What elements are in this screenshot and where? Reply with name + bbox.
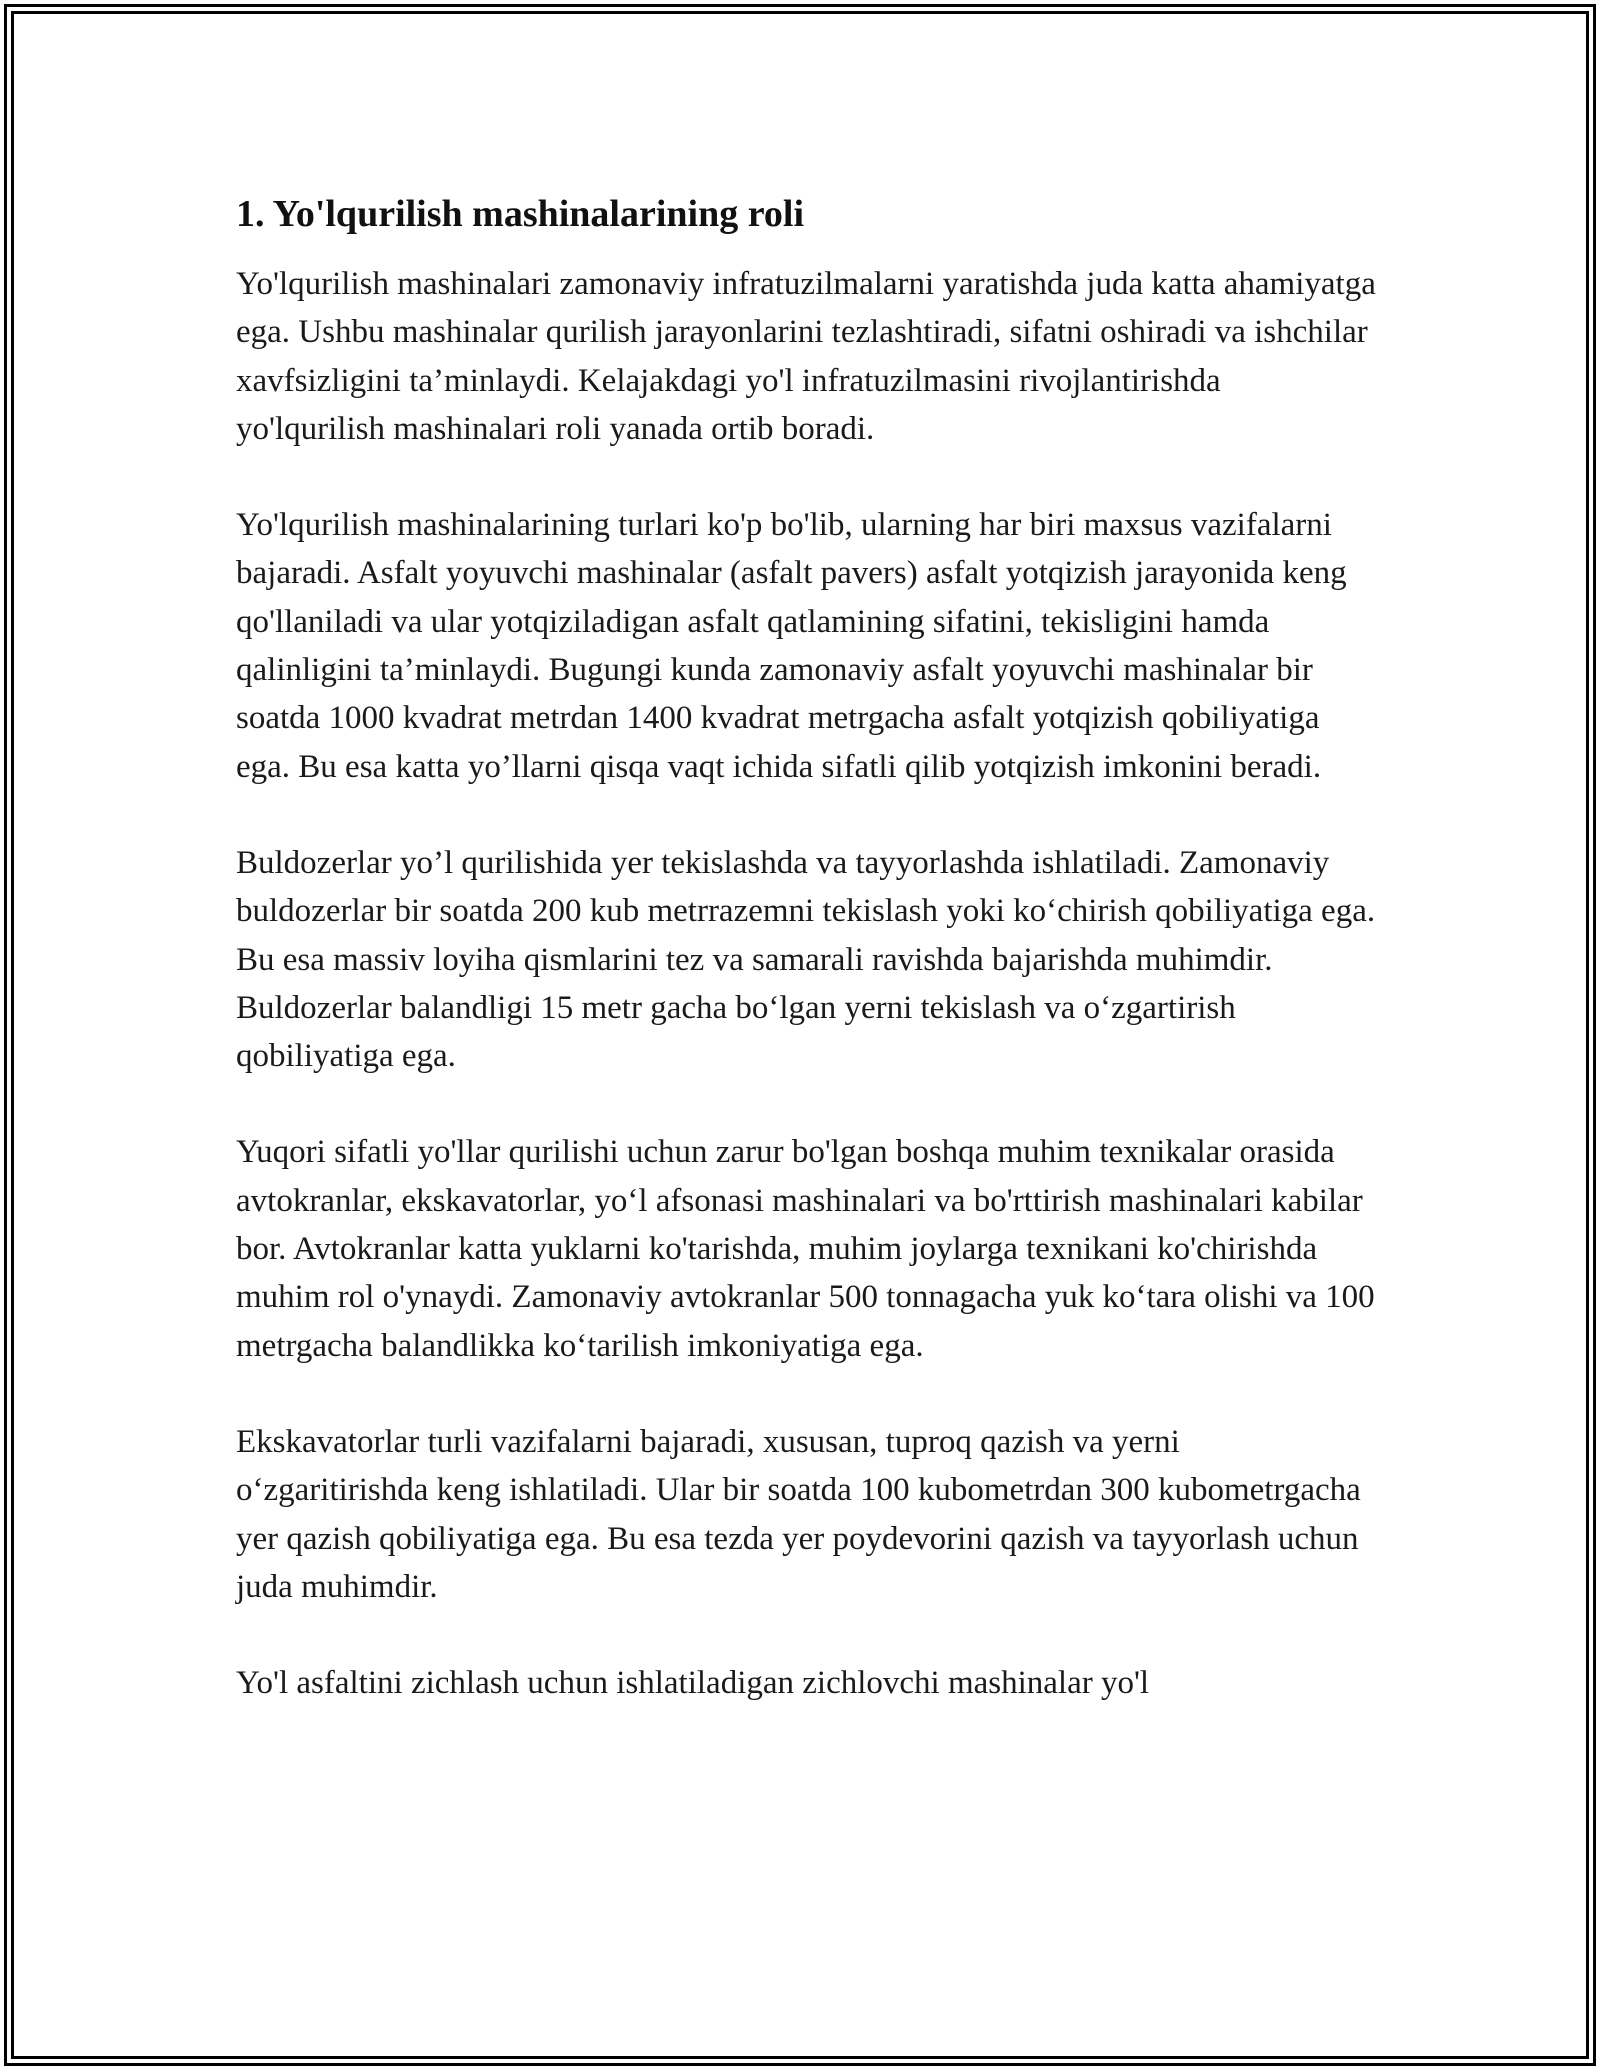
- section-heading: 1. Yo'lqurilish mashinalarining roli: [236, 193, 805, 235]
- paragraph-intro: Yo'lqurilish mashinalari zamonaviy infratuzilmalarni yaratishda juda katta ahamiyatga ega. Ushbu mashinalar qurilish jarayonlarini tezlashtiradi, sifatni oshiradi va ishchilar xavfsizligini ta’minlaydi. Kelajakdagi yo'l infratuzilmasini rivojlantirishda yo'lqurilish mashinalari roli yanada ortib boradi.: [236, 266, 1376, 447]
- paragraph-excavators: Ekskavatorlar turli vazifalarni bajaradi, xususan, tuproq qazish va yerni o‘zgaritirishda keng ishlatiladi. Ular bir soatda 100 kubometrdan 300 kubometrgacha yer qazish qobiliyatiga ega. Bu esa tezda yer poydevorini qazish va tayyorlash uchun juda muhimdir.: [236, 1423, 1361, 1605]
- document-body: [236, 188, 1376, 1755]
- paragraph-cranes: Yuqori sifatli yo'llar qurilishi uchun zarur bo'lgan boshqa muhim texnikalar orasida avtokranlar, ekskavatorlar, yo‘l afsonasi mashinalari va bo'rttirish mashinalari kabilar bor. Avtokranlar katta yuklarni ko'tarishda, muhim joylarga texnikani ko'chirishda muhim rol o'ynaydi. Zamonaviy avtokranlar 500 tonnagacha yuk ko‘tara olishi va 100 metrgacha balandlikka ko‘tarilish imkoniyatiga ega.: [236, 1134, 1375, 1364]
- paragraph-machine-types: Yo'lqurilish mashinalarining turlari ko'p bo'lib, ularning har biri maxsus vazifalarni bajaradi. Asfalt yoyuvchi mashinalar (asfalt pavers) asfalt yotqizish jarayonida keng qo'llaniladi va ular yotqiziladigan asfalt qatlamining sifatini, tekisligini hamda qalinligini ta’minlaydi. Bugungi kunda zamonaviy asfalt yoyuvchi mashinalar bir soatda 1000 kvadrat metrdan 1400 kvadrat metrgacha asfalt yotqizish qobiliyatiga ega. Bu esa katta yo’llarni qisqa vaqt ichida sifatli qilib yotqizish imkonini beradi.: [236, 507, 1347, 785]
- paragraph-compactors: Yo'l asfaltini zichlash uchun ishlatiladigan zichlovchi mashinalar yo'l: [236, 1665, 1150, 1702]
- paragraph-bulldozers: Buldozerlar yo’l qurilishida yer tekislashda va tayyorlashda ishlatiladi. Zamonaviy buldozerlar bir soatda 200 kub metrrazemni tekislash yoki ko‘chirish qobiliyatiga ega. Bu esa massiv loyiha qismlarini tez va samarali ravishda bajarishda muhimdir. Buldozerlar balandligi 15 metr gacha bo‘lgan yerni tekislash va o‘zgartirish qobiliyatiga ega.: [236, 844, 1376, 1075]
